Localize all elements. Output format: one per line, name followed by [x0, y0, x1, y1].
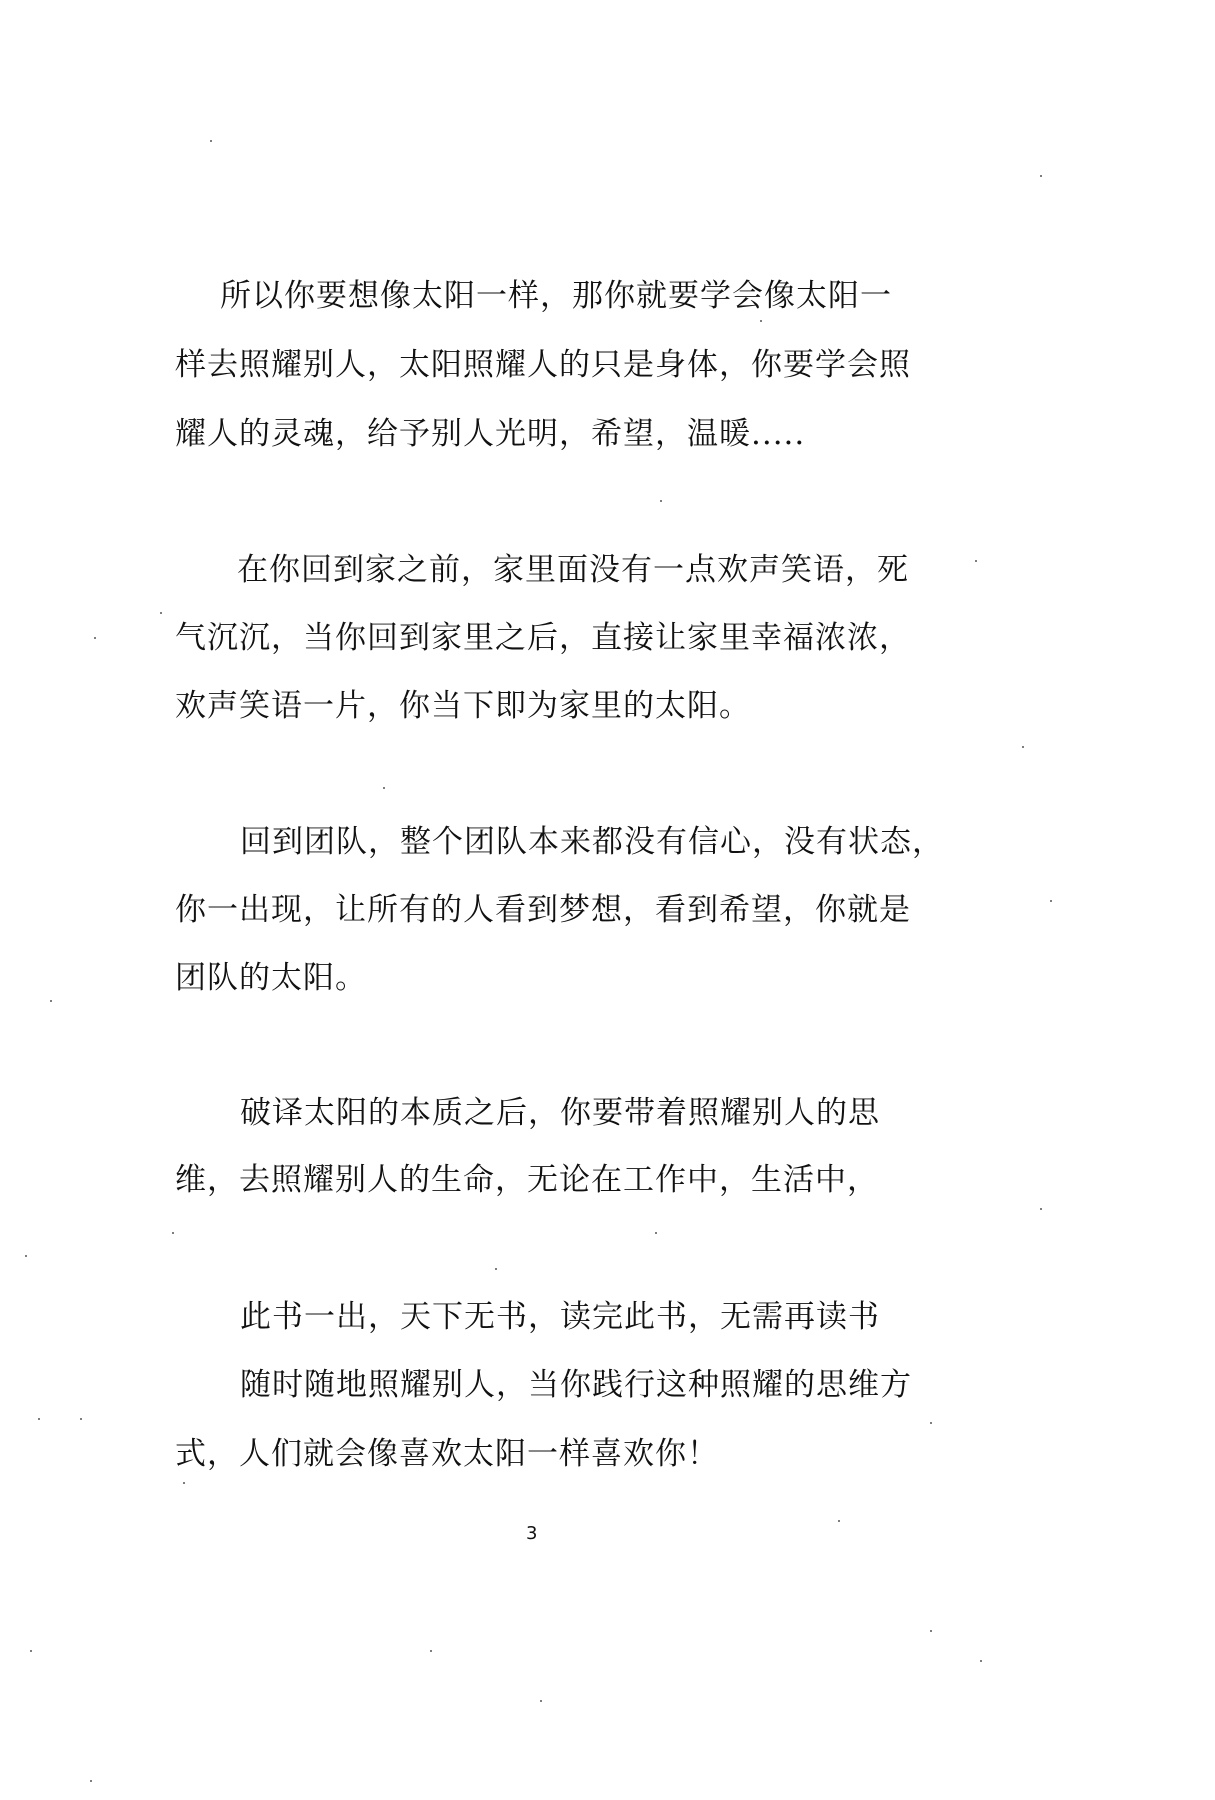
paragraph-5-line-2: 随时随地照耀别人，当你践行这种照耀的思维方 — [240, 1367, 912, 1403]
page-number: 3 — [526, 1523, 538, 1544]
scan-speck — [1022, 746, 1024, 748]
scan-speck — [660, 500, 662, 502]
scan-speck — [50, 1000, 52, 1002]
scan-speck — [930, 1630, 932, 1632]
paragraph-1-line-1: 所以你要想像太阳一样，那你就要学会像太阳一 — [220, 278, 892, 314]
scan-speck — [80, 1418, 82, 1420]
paragraph-5-line-3: 式，人们就会像喜欢太阳一样喜欢你！ — [175, 1436, 719, 1472]
paragraph-2-line-1: 在你回到家之前，家里面没有一点欢声笑语，死 — [237, 552, 909, 588]
scan-speck — [540, 1700, 542, 1702]
scan-speck — [25, 1255, 27, 1257]
scan-speck — [210, 140, 212, 142]
paragraph-4-line-1: 破译太阳的本质之后，你要带着照耀别人的思 — [240, 1095, 880, 1131]
paragraph-4-line-2: 维，去照耀别人的生命，无论在工作中，生活中， — [175, 1162, 879, 1198]
scan-speck — [980, 1660, 982, 1662]
scan-speck — [760, 320, 762, 322]
scan-speck — [30, 1650, 32, 1652]
scan-speck — [655, 1232, 657, 1234]
paragraph-2-line-2: 气沉沉，当你回到家里之后，直接让家里幸福浓浓， — [175, 620, 911, 656]
paragraph-5-line-1: 此书一出，天下无书，读完此书，无需再读书 — [240, 1299, 880, 1335]
paragraph-1-line-2: 样去照耀别人，太阳照耀人的只是身体，你要学会照 — [175, 347, 911, 383]
scan-speck — [930, 1422, 932, 1424]
scan-speck — [94, 637, 96, 639]
scan-speck — [838, 1520, 840, 1522]
scan-speck — [172, 1232, 174, 1234]
paragraph-2-line-3: 欢声笑语一片，你当下即为家里的太阳。 — [175, 688, 751, 724]
paragraph-3-line-1: 回到团队，整个团队本来都没有信心，没有状态， — [240, 824, 944, 860]
scan-speck — [183, 1482, 185, 1484]
paragraph-3-line-2: 你一出现，让所有的人看到梦想，看到希望，你就是 — [175, 892, 911, 928]
paragraph-3-line-3: 团队的太阳。 — [175, 960, 367, 996]
scan-speck — [1040, 175, 1042, 177]
scan-speck — [1050, 900, 1052, 902]
paragraph-1-line-3: 耀人的灵魂，给予别人光明，希望，温暖..... — [175, 416, 806, 452]
scan-speck — [1040, 1208, 1042, 1210]
scan-speck — [430, 1650, 432, 1652]
scan-speck — [383, 787, 385, 789]
scan-speck — [975, 560, 977, 562]
scan-speck — [160, 612, 162, 614]
scan-speck — [90, 1780, 92, 1782]
scan-speck — [38, 1418, 40, 1420]
scan-speck — [495, 1268, 497, 1270]
